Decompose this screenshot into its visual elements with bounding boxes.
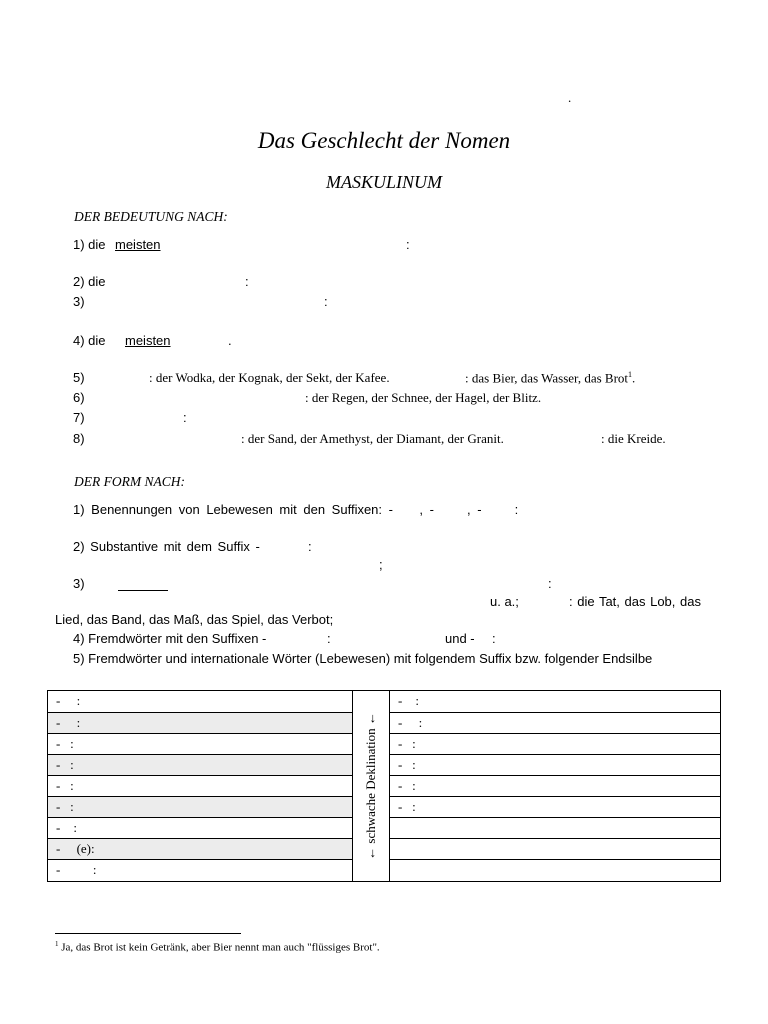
form-line-4-colon-1: : [327, 631, 331, 646]
meaning-line-2-prefix: 2) die [73, 274, 106, 289]
table-row: - : [390, 691, 720, 713]
form-line-3-prefix: 3) [73, 576, 85, 591]
form-line-2-colon: : [308, 539, 312, 554]
form-line-3-examples-cont: Lied, das Band, das Maß, das Spiel, das Verbot; [55, 612, 334, 627]
meaning-line-6-prefix: 6) [73, 390, 85, 405]
meaning-line-1-colon: : [406, 237, 410, 252]
table-right-column [389, 690, 721, 882]
table-row: - : [48, 713, 352, 734]
meaning-line-3-colon: : [324, 294, 328, 309]
form-line-4-prefix: 4) Fremdwörter mit den Suffixen - [73, 631, 267, 646]
page-title: Das Geschlecht der Nomen [257, 128, 511, 153]
page-subtitle: MASKULINUM [326, 172, 442, 192]
form-line-2-prefix: 2) Substantive mit dem Suffix - [73, 539, 260, 554]
form-line-4-colon-2: : [492, 631, 496, 646]
meaning-line-1-word: meisten [115, 237, 161, 252]
footnote [55, 940, 380, 954]
table-row: - : [56, 862, 97, 877]
meaning-line-6-text: : der Regen, der Schnee, der Hagel, der Blitz. [305, 390, 542, 405]
table-row: - : [48, 734, 352, 755]
meaning-line-8-prefix: 8) [73, 431, 85, 446]
meaning-line-7-prefix: 7) [73, 410, 85, 425]
suffix-table [47, 690, 721, 882]
meaning-line-4-prefix: 4) die [73, 333, 106, 348]
form-line-5: 5) Fremdwörter und internationale Wörter (Lebewesen) mit folgendem Suffix bzw. folgender Endsilbe [73, 651, 653, 666]
meaning-line-3-prefix: 3) [73, 294, 85, 309]
table-row [390, 818, 720, 839]
meaning-line-5-neut: : das Bier, das Wasser, das Brot$^1$. [465, 370, 636, 386]
table-row: - : [390, 713, 720, 734]
table-row: - : [48, 797, 352, 818]
table-row: - : [390, 776, 720, 797]
table-row: - : [48, 691, 352, 713]
table-row: - (e): [48, 839, 352, 860]
form-line-3-examples: : die Tat, das Lob, das [569, 594, 701, 609]
table-row: - : [390, 797, 720, 818]
form-line-3-ua: u. a.; [490, 594, 519, 609]
table-row: - : [48, 755, 352, 776]
table-row: - : [390, 734, 720, 755]
footnote-text: Ja, das Brot ist kein Getränk, aber Bier nennt man auch "flüssiges Brot". [61, 941, 380, 954]
table-row: - : [390, 755, 720, 776]
table-row: - : [48, 776, 352, 797]
meaning-line-4-dot: . [228, 333, 232, 348]
meaning-line-8-fem: : die Kreide. [601, 431, 666, 446]
table-row [390, 839, 720, 860]
form-line-4-und: und - [445, 631, 475, 646]
meaning-line-7-colon: : [183, 410, 187, 425]
form-line-2-semicolon: ; [379, 557, 383, 572]
section-heading-meaning: DER BEDEUTUNG NACH: [74, 209, 228, 224]
meaning-line-1-prefix: 1) die [73, 237, 106, 252]
table-left-column [47, 690, 353, 882]
table-row: - : [48, 818, 352, 839]
weak-declension-label: ← schwache Deklination ← [363, 712, 378, 860]
meaning-line-5-masc: : der Wodka, der Kognak, der Sekt, der Kafee. [149, 370, 390, 385]
form-line-3-colon: : [548, 576, 552, 591]
meaning-line-8-masc: : der Sand, der Amethyst, der Diamant, der Granit. [241, 431, 504, 446]
form-line-1: 1) Benennungen von Lebewesen mit den Suffixen: - , - , - : [73, 502, 519, 517]
footnote-mark: 1 [55, 940, 59, 948]
footnote-separator [55, 933, 241, 934]
table-row [390, 860, 720, 881]
form-line-3-blank [118, 590, 168, 591]
footnote-ref: 1 [628, 370, 633, 379]
meaning-line-2-colon: : [245, 274, 249, 289]
page-dot: . [568, 90, 572, 105]
section-heading-form: DER FORM NACH: [74, 474, 185, 489]
meaning-line-4-word: meisten [125, 333, 171, 348]
meaning-line-5-prefix: 5) [73, 370, 85, 385]
